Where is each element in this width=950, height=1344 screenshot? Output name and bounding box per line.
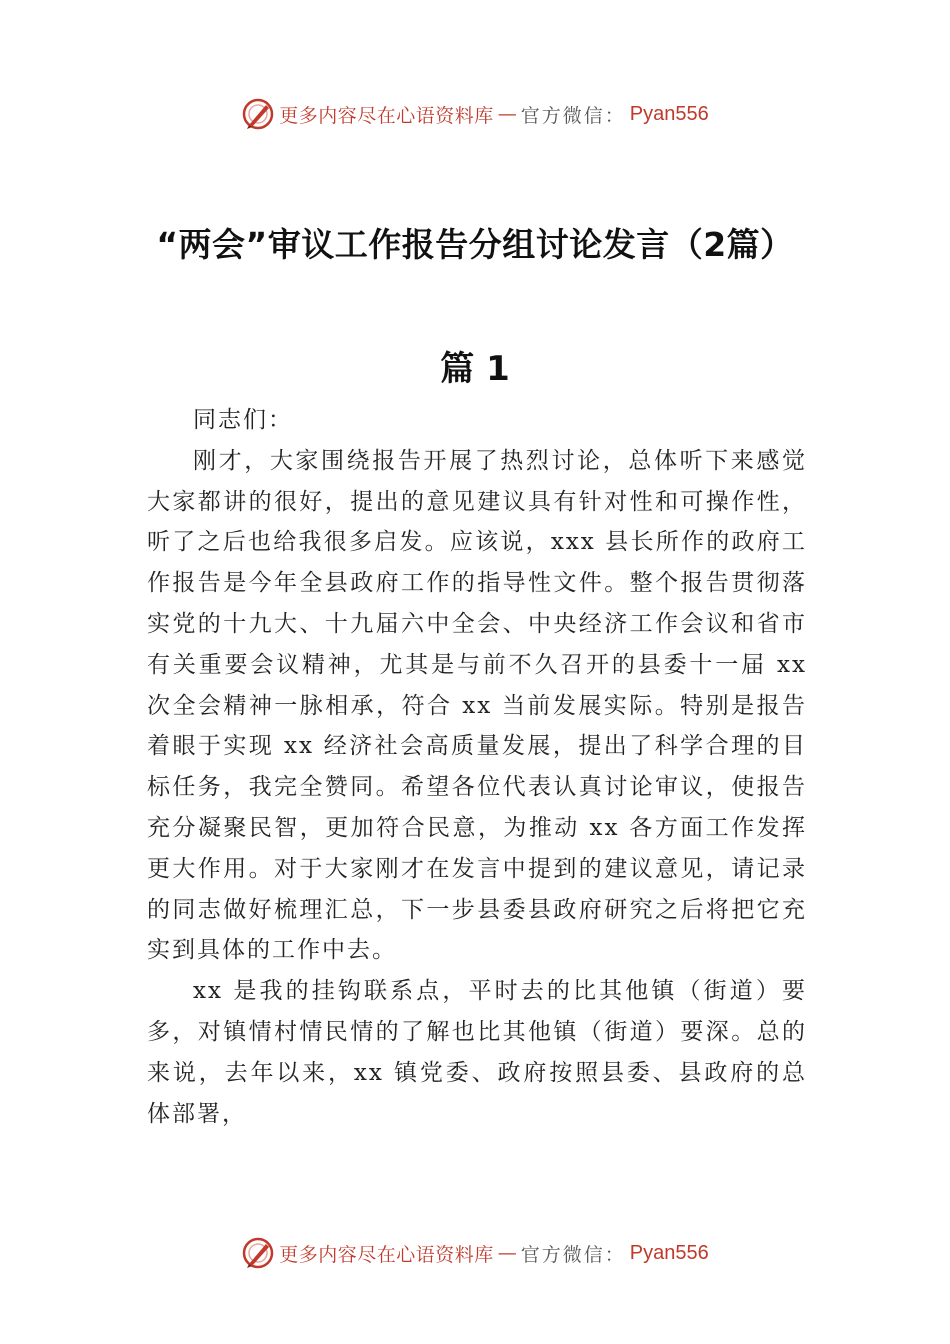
pen-circle-icon — [241, 1236, 275, 1270]
banner-wechat-label: 官方微信： — [520, 1243, 626, 1266]
banner-slogan: 更多内容尽在心语资料库 — [279, 104, 494, 127]
document-title: “两会”审议工作报告分组讨论发言（2篇） — [156, 225, 794, 264]
banner-separator: — — [497, 103, 517, 125]
greeting: 同志们： — [193, 407, 293, 433]
banner-wechat-id: Pyan556 — [629, 102, 709, 125]
banner-wechat-label: 官方微信： — [520, 104, 626, 127]
header-banner — [0, 94, 950, 134]
banner-wechat-id: Pyan556 — [629, 1241, 709, 1264]
document-body — [147, 400, 807, 1134]
paragraph: xx 是我的挂钩联系点，平时去的比其他镇（街道）要多，对镇情村情民情的了解也比其他镇（街道）要深。总的来说，去年以来，xx 镇党委、政府按照县委、县政府的总体部署， — [147, 978, 807, 1127]
footer-banner — [0, 1233, 950, 1273]
banner-separator: — — [497, 1242, 517, 1264]
pen-circle-icon — [241, 97, 275, 131]
section-heading: 篇 1 — [440, 349, 510, 389]
paragraph: 刚才，大家围绕报告开展了热烈讨论，总体听下来感觉大家都讲的很好，提出的意见建议具有针对性和可操作性，听了之后也给我很多启发。应该说，xxx 县长所作的政府工作报告是今年全县政府工作的指导性文件。整个报告贯彻落实党的十九大、十九届六中全会、中央经济工作会议和省市有关重要会议精神，尤其是与前不久召开的县委十一届 xx 次全会精神一脉相承，符合 xx 当前发展实际。特别是报告着眼于实现 xx 经济社会高质量发展，提出了科学合理的目标任务，我完全赞同。希望各位代表认真讨论审议，使报告充分凝聚民智，更加符合民意，为推动 xx 各方面工作发挥更大作用。对于大家刚才在发言中提到的建议意见，请记录的同志做好梳理汇总，下一步县委县政府研究之后将把它充实到具体的工作中去。 — [147, 447, 807, 964]
banner-slogan: 更多内容尽在心语资料库 — [279, 1243, 494, 1266]
